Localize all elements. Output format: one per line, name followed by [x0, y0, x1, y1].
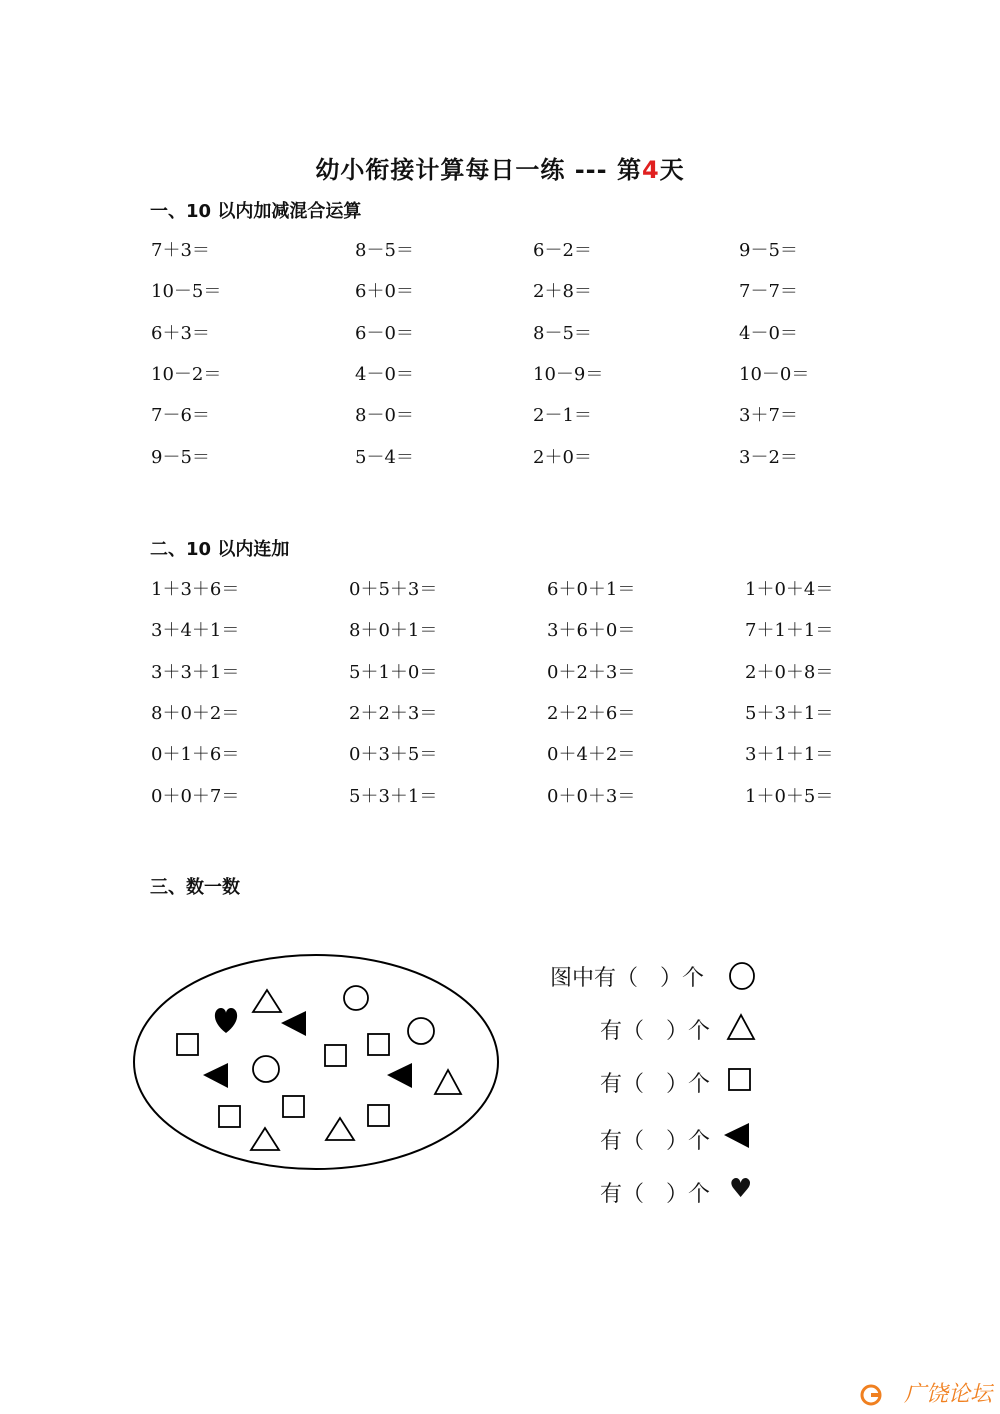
section1-heading: 一、10 以内加减混合运算 [150, 201, 362, 222]
problem-cell: 0＋0＋7＝ [151, 785, 240, 807]
problem-cell: 10－0＝ [739, 363, 810, 385]
problem-cell: 6＋0＝ [355, 281, 414, 303]
square-shape [368, 1105, 389, 1126]
problem-cell: 10－9＝ [533, 363, 604, 385]
problem-cell: 2－1＝ [533, 405, 592, 427]
problem-cell: 2＋2＋6＝ [547, 702, 636, 724]
circle-shape [344, 986, 368, 1010]
title-separator: --- [574, 156, 608, 184]
problem-cell: 4－0＝ [739, 322, 798, 344]
problem-cell: 0＋3＋5＝ [349, 744, 438, 766]
problem-cell: 2＋8＝ [533, 281, 592, 303]
square-shape [325, 1045, 346, 1066]
triangle-shape [326, 1118, 354, 1140]
count-line-square: 有（ ）个 [600, 1072, 711, 1097]
circle-shape [253, 1056, 279, 1082]
left-arrowhead-icon [724, 1123, 749, 1148]
title-day-number: 4 [641, 156, 660, 184]
problem-cell: 7－7＝ [739, 281, 798, 303]
problem-cell: 10－2＝ [151, 363, 222, 385]
problem-cell: 5－4＝ [355, 446, 414, 468]
square-shape [177, 1034, 198, 1055]
triangle-shape [251, 1128, 279, 1150]
watermark: 广饶论坛 [903, 1382, 992, 1407]
problem-cell: 9－5＝ [739, 240, 798, 261]
square-shape [283, 1096, 304, 1117]
circle-shape [408, 1018, 434, 1044]
problem-cell: 0＋0＋3＝ [547, 785, 636, 807]
problem-cell: 5＋3＋1＝ [349, 785, 438, 807]
square-icon [729, 1069, 750, 1090]
title-day-post: 天 [659, 156, 685, 184]
forum-logo-icon [860, 1384, 882, 1406]
problem-cell: 0＋1＋6＝ [151, 744, 240, 766]
problem-cell: 3－2＝ [739, 446, 798, 468]
circle-icon [730, 963, 754, 989]
problem-cell: 7－6＝ [151, 405, 210, 427]
problem-cell: 0＋4＋2＝ [547, 744, 636, 766]
problem-cell: 0＋2＋3＝ [547, 661, 636, 683]
triangle-icon [728, 1015, 754, 1039]
problem-cell: 2＋2＋3＝ [349, 702, 438, 724]
left-arrowhead-shape [281, 1011, 306, 1036]
heart-shape [215, 1008, 237, 1033]
problem-cell: 3＋3＋1＝ [151, 661, 240, 683]
count-line-heart: 有（ ）个 [600, 1182, 711, 1207]
triangle-shape [253, 990, 281, 1012]
count-line-triangle: 有（ ）个 [600, 1019, 711, 1044]
problem-cell: 1＋0＋4＝ [745, 579, 834, 600]
problem-cell: 0＋5＋3＝ [349, 579, 438, 600]
problem-cell: 5＋1＋0＝ [349, 661, 438, 683]
section2-heading: 二、10 以内连加 [150, 539, 290, 560]
problem-cell: 3＋4＋1＝ [151, 620, 240, 642]
section3-heading: 三、数一数 [150, 877, 240, 898]
problem-cell: 7＋1＋1＝ [745, 620, 834, 642]
left-arrowhead-shape [387, 1063, 412, 1088]
problem-cell: 8－0＝ [355, 405, 414, 427]
problem-cell: 8＋0＋2＝ [151, 702, 240, 724]
title-text: 幼小衔接计算每日一练 [315, 156, 566, 184]
problem-cell: 7＋3＝ [151, 240, 210, 261]
problem-cell: 8＋0＋1＝ [349, 620, 438, 642]
square-shape [219, 1106, 240, 1127]
problem-cell: 6＋3＝ [151, 322, 210, 344]
problem-cell: 6－0＝ [355, 322, 414, 344]
problem-cell: 3＋1＋1＝ [745, 744, 834, 766]
problem-cell: 3＋6＋0＝ [547, 620, 636, 642]
count-line-circle: 图中有（ ）个 [550, 966, 705, 991]
problem-cell: 8－5＝ [355, 240, 414, 261]
square-shape [368, 1034, 389, 1055]
problem-cell: 9－5＝ [151, 446, 210, 468]
problem-cell: 5＋3＋1＝ [745, 702, 834, 724]
problem-cell: 2＋0＋8＝ [745, 661, 834, 683]
problem-cell: 1＋3＋6＝ [151, 579, 240, 600]
ellipse-frame [134, 955, 498, 1169]
problem-cell: 6＋0＋1＝ [547, 579, 636, 600]
problem-cell: 8－5＝ [533, 322, 592, 344]
heart-icon: ♥ [729, 1174, 753, 1204]
problem-cell: 2＋0＝ [533, 446, 592, 468]
problem-cell: 4－0＝ [355, 363, 414, 385]
left-arrowhead-shape [203, 1063, 228, 1088]
count-line-arrowhead: 有（ ）个 [600, 1129, 711, 1154]
problem-cell: 1＋0＋5＝ [745, 785, 834, 807]
triangle-shape [435, 1070, 461, 1094]
problem-cell: 3＋7＝ [739, 405, 798, 427]
problem-cell: 6－2＝ [533, 240, 592, 261]
problem-cell: 10－5＝ [151, 281, 222, 303]
title-day-pre: 第 [616, 156, 642, 184]
